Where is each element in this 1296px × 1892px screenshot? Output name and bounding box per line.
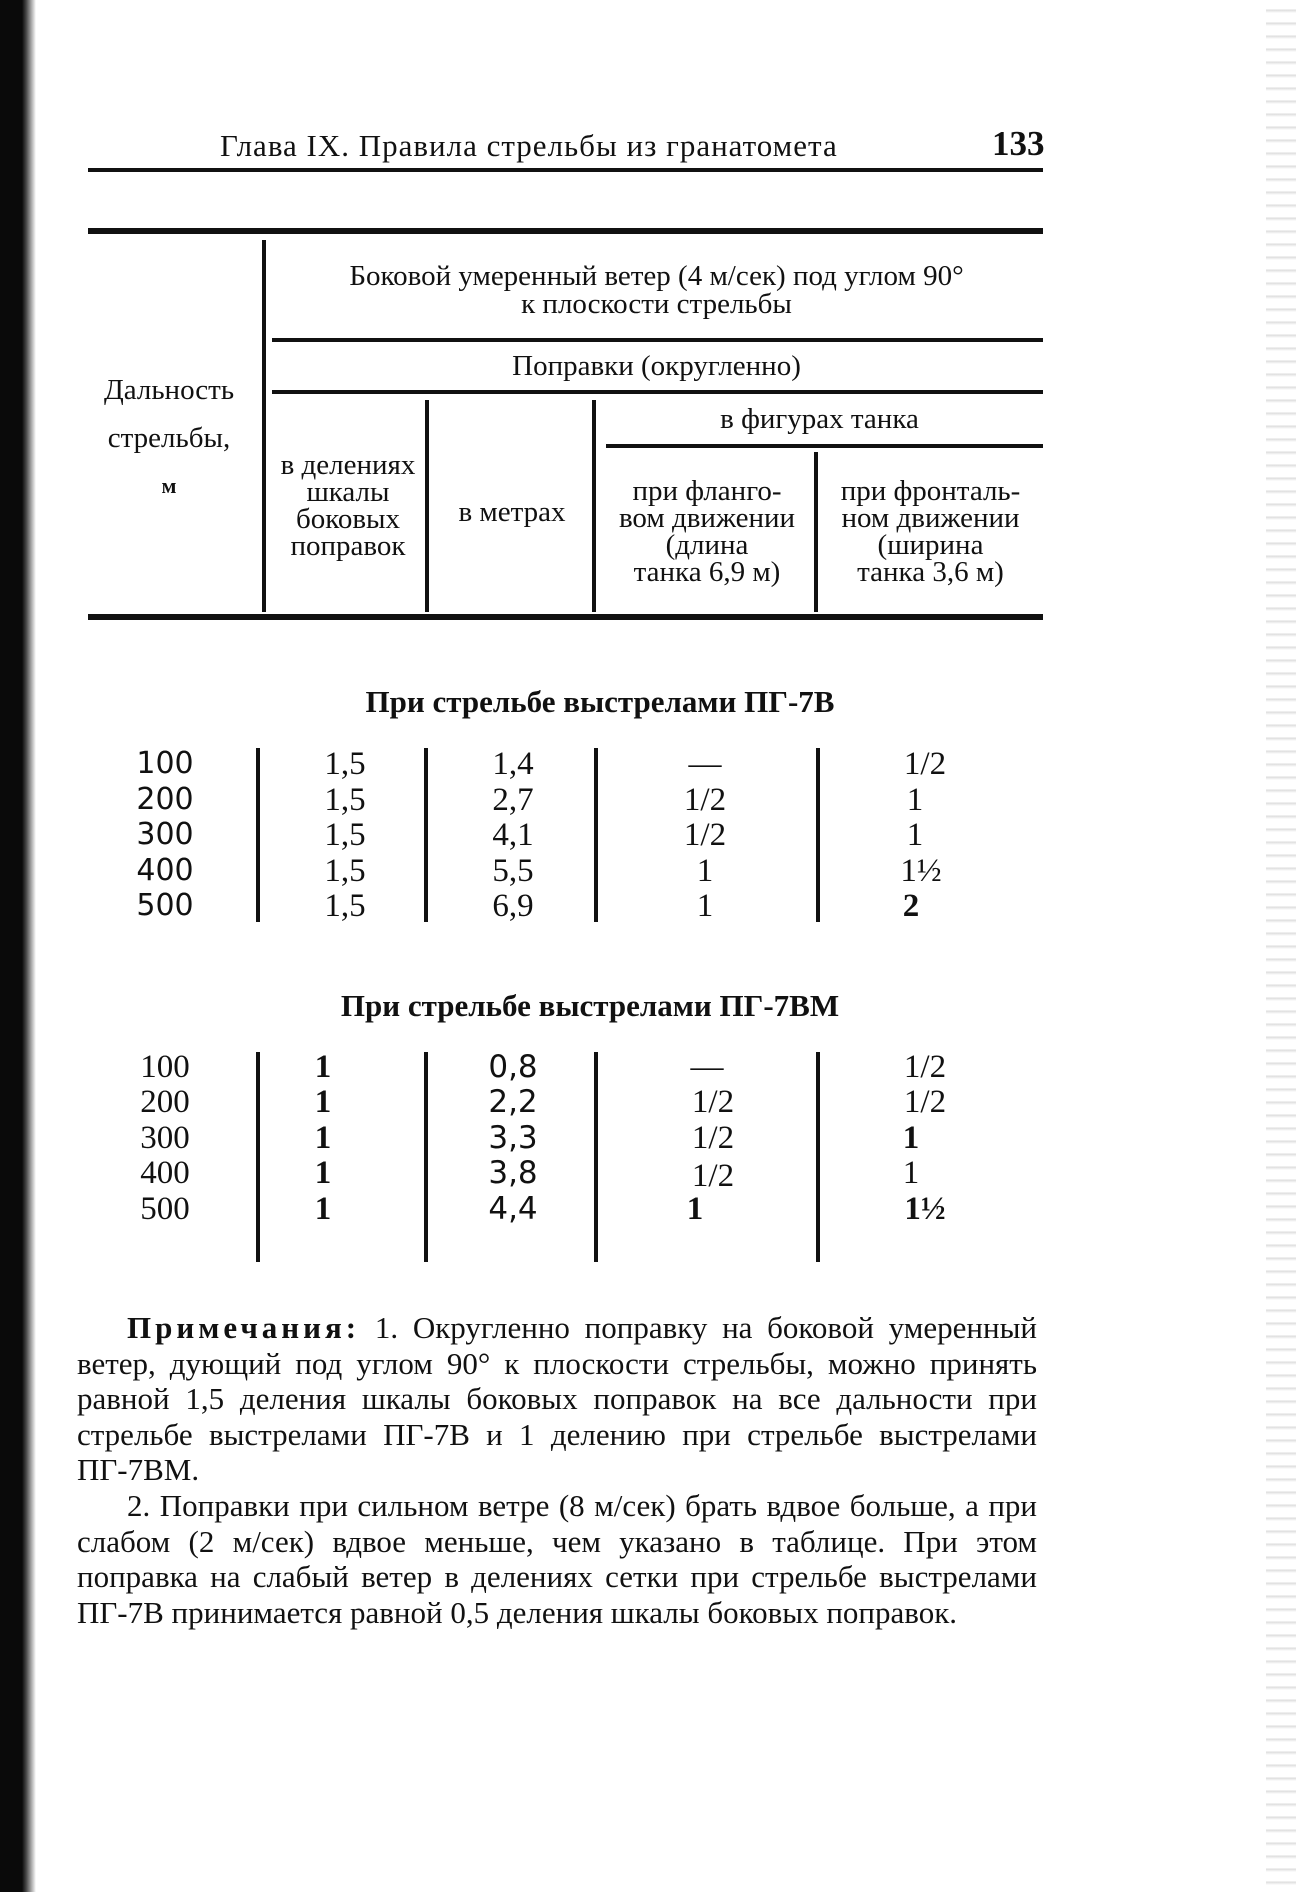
- book-spine-shadow: [0, 0, 36, 1892]
- section-title-pg7vm: При стрельбе выстрелами ПГ-7ВМ: [340, 988, 840, 1023]
- flank-cell: 1: [686, 1191, 704, 1227]
- meters-cell: 4,4: [488, 1191, 538, 1227]
- scale-cell: 1: [314, 1084, 332, 1120]
- note-1: 1. Округленно поправку на боковой умеренный ветер, дующий под углом 90° к плоскости стрельбы, можно принять равной 1,5 деления шкалы боковых поправок на все дальности при стрельбе выстрелами ПГ-7В и 1 делению при стрельбе выстрелами ПГ-7ВМ.: [77, 1310, 1037, 1488]
- scale-cell: 1: [314, 1155, 332, 1191]
- vline: [256, 1052, 260, 1262]
- flank-cell: —: [688, 746, 722, 782]
- scale-column-header: в делениях шкалы боковых поправок: [280, 449, 416, 562]
- range-cell: 100: [136, 746, 194, 781]
- corrections-header: Поправки (округленно): [512, 350, 801, 382]
- range-cell: 200: [140, 1084, 190, 1120]
- range-cell: 500: [136, 888, 194, 923]
- scale-cell: 1,5: [324, 888, 366, 924]
- notes-block: [77, 1310, 1037, 1630]
- frontal-cell: 1/2: [903, 1084, 947, 1120]
- flank-cell: 1: [696, 853, 714, 889]
- vline: [594, 748, 598, 922]
- flank-cell: 1/2: [691, 1158, 735, 1194]
- hrule: [272, 390, 1043, 394]
- notes-label: Примечания:: [127, 1310, 361, 1345]
- scale-cell: 1,5: [324, 746, 366, 782]
- scale-cell: 1,5: [324, 782, 366, 818]
- meters-cell: 6,9: [492, 888, 534, 924]
- range-cell: 100: [140, 1049, 190, 1085]
- table-top-rule: [88, 228, 1043, 234]
- table-header-bottom-rule: [88, 614, 1043, 620]
- frontal-cell: 1/2: [903, 746, 947, 782]
- meters-cell: 0,8: [488, 1049, 538, 1085]
- flank-cell: 1/2: [683, 782, 727, 818]
- meters-cell: 1,4: [492, 746, 534, 782]
- scale-cell: 1: [314, 1049, 332, 1085]
- flank-column-header: при фланго- вом движении (длина танка 6,9 м): [618, 475, 796, 588]
- section-title-pg7v: При стрельбе выстрелами ПГ-7В: [365, 684, 835, 719]
- meters-cell: 2,7: [492, 782, 534, 818]
- scale-cell: 1,5: [324, 817, 366, 853]
- range-cell: 400: [140, 1155, 190, 1191]
- frontal-cell: 1½: [904, 1191, 946, 1227]
- frontal-cell: 1: [906, 782, 924, 818]
- vline: [425, 400, 429, 612]
- range-cell: 500: [140, 1191, 190, 1227]
- flank-cell: —: [690, 1049, 724, 1085]
- frontal-cell: 1: [902, 1155, 920, 1191]
- scale-cell: 1: [314, 1191, 332, 1227]
- vline: [816, 748, 820, 922]
- flank-cell: 1: [696, 888, 714, 924]
- range-cell: 400: [136, 853, 194, 888]
- meters-cell: 4,1: [492, 817, 534, 853]
- vline: [424, 748, 428, 922]
- flank-cell: 1/2: [691, 1120, 735, 1156]
- vline: [424, 1052, 428, 1262]
- range-column-header: Дальность стрельбы, м: [103, 374, 235, 498]
- vline: [816, 1052, 820, 1262]
- frontal-column-header: при фронталь- ном движении (ширина танка 3,6 м): [840, 475, 1021, 588]
- page-number: 133: [992, 124, 1045, 163]
- figures-header: в фигурах танка: [720, 403, 919, 435]
- vline: [594, 1052, 598, 1262]
- meters-cell: 5,5: [492, 853, 534, 889]
- frontal-cell: 1½: [900, 853, 942, 889]
- range-cell: 200: [136, 782, 194, 817]
- flank-cell: 1/2: [691, 1084, 735, 1120]
- page-edge-noise: [1266, 0, 1296, 1892]
- flank-cell: 1/2: [683, 817, 727, 853]
- meters-cell: 3,3: [488, 1120, 538, 1156]
- hrule: [606, 444, 1043, 448]
- frontal-cell: 2: [902, 888, 920, 924]
- range-cell: 300: [136, 817, 194, 852]
- running-title: Глава IX. Правила стрельбы из гранатомета: [220, 128, 838, 163]
- frontal-cell: 1/2: [903, 1049, 947, 1085]
- scale-cell: 1,5: [324, 853, 366, 889]
- frontal-cell: 1: [906, 817, 924, 853]
- wind-header: Боковой умеренный ветер (4 м/сек) под углом 90° к плоскости стрельбы: [349, 260, 964, 320]
- header-rule: [88, 168, 1043, 172]
- vline: [256, 748, 260, 922]
- note-2: 2. Поправки при сильном ветре (8 м/сек) брать вдвое больше, а при слабом (2 м/сек) вдвое меньше, чем указано в таблице. При этом поправка на слабый ветер в делениях сетки при стрельбе выстрелами ПГ-7В принимается равной 0,5 деления шкалы боковых поправок.: [77, 1487, 1037, 1630]
- range-cell: 300: [140, 1120, 190, 1156]
- frontal-cell: 1: [902, 1120, 920, 1156]
- meters-column-header: в метрах: [458, 496, 566, 528]
- meters-cell: 3,8: [488, 1155, 538, 1191]
- meters-cell: 2,2: [488, 1084, 538, 1120]
- hrule: [272, 338, 1043, 342]
- scale-cell: 1: [314, 1120, 332, 1156]
